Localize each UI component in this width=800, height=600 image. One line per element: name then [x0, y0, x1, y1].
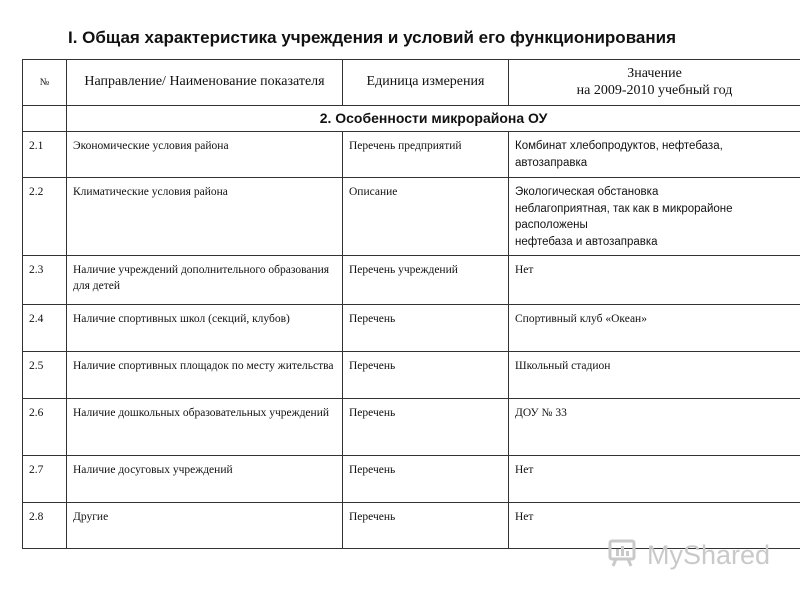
table-row	[23, 178, 800, 256]
watermark	[607, 538, 770, 573]
row-unit: Перечень	[343, 502, 509, 548]
row-value-line: Нет	[515, 463, 534, 476]
row-name: Климатические условия района	[67, 178, 343, 256]
row-value-line: Нет	[515, 263, 534, 276]
row-value-line: нефтебаза и автозаправка	[515, 236, 658, 249]
row-value-line: Экологическая обстановка	[515, 186, 659, 198]
row-unit: Перечень предприятий	[343, 132, 509, 178]
page-title: I. Общая характеристика учреждения и условий его функционирования	[68, 28, 677, 47]
table-row	[23, 455, 800, 502]
header-value-line1: Значение	[627, 65, 682, 81]
table-row	[23, 304, 800, 351]
section-row	[23, 106, 800, 132]
row-value-line: Нет	[515, 510, 534, 523]
header-name: Направление/ Наименование показателя	[67, 60, 343, 106]
row-value	[509, 304, 800, 351]
row-name: Другие	[67, 502, 343, 548]
watermark-text: MyShared	[647, 540, 771, 570]
row-value-line: Школьный стадион	[515, 359, 611, 372]
row-value	[509, 178, 800, 256]
table-row	[23, 255, 800, 304]
row-value-line: ДОУ № 33	[515, 406, 567, 419]
row-value-line: автозаправка	[515, 156, 588, 169]
header-unit: Единица измерения	[343, 60, 509, 106]
row-name: Экономические условия района	[67, 132, 343, 178]
row-value-line: расположены	[515, 219, 588, 232]
table-row	[23, 351, 800, 398]
header-value	[509, 60, 800, 106]
row-number: 2.3	[23, 255, 67, 304]
table-row	[23, 398, 800, 455]
row-number: 2.7	[23, 455, 67, 502]
myshared-logo-icon	[607, 538, 641, 573]
row-value	[509, 255, 800, 304]
row-number: 2.1	[23, 132, 67, 178]
row-name: Наличие дошкольных образовательных учреждений	[67, 398, 343, 455]
row-value-line: Комбинат хлебопродуктов, нефтебаза,	[515, 140, 723, 152]
table-header-row	[23, 60, 800, 106]
row-name: Наличие спортивных школ (секций, клубов)	[67, 304, 343, 351]
row-value-line: Спортивный клуб «Океан»	[515, 312, 647, 325]
row-number: 2.8	[23, 502, 67, 548]
row-unit: Перечень	[343, 398, 509, 455]
row-value-line: неблагоприятная, так как в микрорайоне	[515, 202, 733, 215]
row-unit: Перечень	[343, 455, 509, 502]
row-name: Наличие досуговых учреждений	[67, 455, 343, 502]
row-name: Наличие спортивных площадок по месту жительства	[67, 351, 343, 398]
row-unit: Перечень учреждений	[343, 255, 509, 304]
table-row	[23, 132, 800, 178]
row-unit: Описание	[343, 178, 509, 256]
characteristics-table	[22, 59, 800, 549]
row-unit: Перечень	[343, 304, 509, 351]
row-number: 2.5	[23, 351, 67, 398]
row-value	[509, 455, 800, 502]
row-number: 2.6	[23, 398, 67, 455]
row-name: Наличие учреждений дополнительного образования для детей	[67, 255, 343, 304]
header-number: №	[23, 60, 67, 106]
row-value	[509, 132, 800, 178]
row-unit: Перечень	[343, 351, 509, 398]
row-value	[509, 398, 800, 455]
row-number: 2.2	[23, 178, 67, 256]
row-value	[509, 351, 800, 398]
row-number: 2.4	[23, 304, 67, 351]
section-title: 2. Особенности микрорайона ОУ	[67, 106, 800, 132]
header-value-line2: на 2009-2010 учебный год	[576, 82, 733, 98]
